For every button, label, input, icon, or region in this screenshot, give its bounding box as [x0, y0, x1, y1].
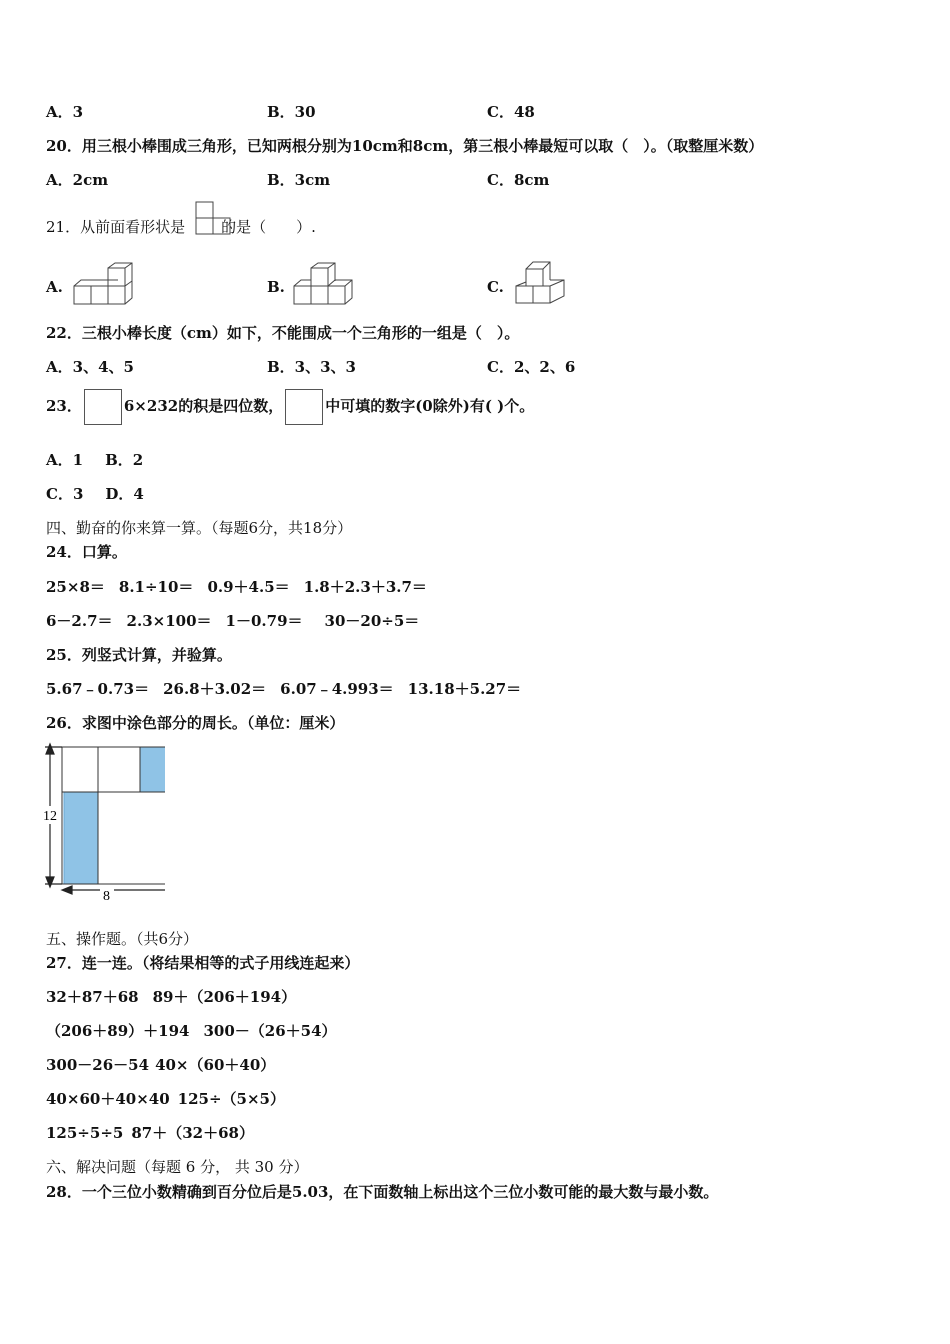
q21-suffix: 的是（ ）.	[221, 218, 316, 236]
q20-option-b: B．3cm	[267, 171, 331, 189]
q27-row	[46, 1123, 254, 1143]
q21-prefix: 21．从前面看形状是	[46, 218, 186, 236]
q27-right-expr[interactable]: 125÷（5×5）	[177, 1090, 285, 1108]
q20-option-a: A．2cm	[46, 171, 109, 189]
q21-front-view-icon	[194, 200, 234, 238]
q24-expr: 8.1÷10＝	[118, 578, 194, 596]
q20-option-c: C．8cm	[487, 171, 550, 189]
q19-option-b: B．30	[267, 103, 316, 121]
q24-expr: 30－20÷5＝	[324, 612, 420, 630]
q25-expr: 26.8＋3.02＝	[163, 680, 267, 698]
q25-title: 25．列竖式计算，并验算。	[46, 646, 232, 664]
section-6-title: 六、解决问题（每题 6 分， 共 30 分）	[46, 1158, 309, 1176]
q23-option-a: A．1	[46, 451, 84, 469]
q25-expr: 5.67﹣0.73＝	[46, 680, 150, 698]
section-5-title: 五、操作题。（共6分）	[46, 930, 199, 948]
q27-right-expr[interactable]: 89＋（206＋194）	[152, 988, 297, 1006]
q23-option-c: C．3	[46, 485, 84, 503]
q21-option-c: C.	[487, 278, 504, 296]
q23-question	[46, 386, 534, 426]
q21-option-c-cubes-icon	[512, 258, 568, 308]
q19-option-a: A．3	[46, 103, 84, 121]
q21-option-a-cubes-icon	[70, 262, 136, 308]
q22-option-b: B．3、3、3	[267, 358, 356, 376]
q24-row-1	[46, 577, 427, 597]
q27-left-expr[interactable]: （206＋89）＋194	[46, 1022, 190, 1040]
q24-expr: 25×8＝	[46, 578, 105, 596]
q23-number: 23．	[46, 397, 82, 415]
q23-option-b: B．2	[105, 451, 144, 469]
q25-expr: 13.18＋5.27＝	[407, 680, 522, 698]
q27-row	[46, 1089, 285, 1109]
q22-option-a: A．3、4、5	[46, 358, 134, 376]
q23-options-row-2	[46, 484, 144, 504]
q23-blank-box-1[interactable]	[84, 389, 122, 425]
q27-row	[46, 987, 296, 1007]
q21-option-b-cubes-icon	[290, 262, 356, 308]
q26-shaded-top-right	[140, 747, 165, 792]
q23-middle: 6×232的积是四位数，	[123, 397, 284, 415]
q25-row	[46, 679, 521, 699]
q27-left-expr[interactable]: 300－26－54	[46, 1056, 150, 1074]
q21-question	[46, 217, 316, 237]
q27-left-expr[interactable]: 40×60＋40×40	[46, 1090, 170, 1108]
q24-expr: 1.8＋2.3＋3.7＝	[303, 578, 427, 596]
q27-right-expr[interactable]: 300－（26＋54）	[203, 1022, 337, 1040]
q28-text: 28．一个三位小数精确到百分位后是5.03，在下面数轴上标出这个三位小数可能的最大数与最小数。	[46, 1183, 719, 1201]
q23-option-d: D．4	[105, 485, 144, 503]
q27-right-expr[interactable]: 40×（60＋40）	[155, 1056, 276, 1074]
q23-blank-box-2[interactable]	[285, 389, 323, 425]
q27-left-expr[interactable]: 125÷5÷5	[46, 1124, 124, 1142]
q24-expr: 1－0.79＝	[225, 612, 303, 630]
q24-expr: 2.3×100＝	[126, 612, 212, 630]
q27-right-expr[interactable]: 87＋（32＋68）	[131, 1124, 254, 1142]
q21-option-b: B.	[267, 278, 285, 296]
q19-option-c: C．48	[487, 103, 535, 121]
q26-title: 26．求图中涂色部分的周长。（单位：厘米）	[46, 714, 345, 732]
q27-title: 27．连一连。（将结果相等的式子用线连起来）	[46, 954, 360, 972]
q23-suffix: 中可填的数字(0除外)有( )个。	[325, 397, 535, 415]
q24-expr: 6－2.7＝	[46, 612, 113, 630]
q26-height-label: 12	[43, 809, 57, 824]
q26-width-label: 8	[103, 889, 110, 904]
q26-figure	[40, 740, 165, 905]
q24-expr: 0.9＋4.5＝	[207, 578, 290, 596]
q24-row-2	[46, 611, 419, 631]
q21-option-a: A.	[46, 278, 63, 296]
q27-left-expr[interactable]: 32＋87＋68	[46, 988, 139, 1006]
q20-text: 20．用三根小棒围成三角形，已知两根分别为10cm和8cm，第三根小棒最短可以取（ ）。（取整厘米数）	[46, 137, 764, 155]
q27-row	[46, 1021, 337, 1041]
q22-text: 22．三根小棒长度（cm）如下，不能围成一个三角形的一组是（ ）。	[46, 324, 520, 342]
q25-expr: 6.07﹣4.993＝	[280, 680, 394, 698]
q22-option-c: C．2、2、6	[487, 358, 576, 376]
q27-row	[46, 1055, 275, 1075]
section-4-title: 四、勤奋的你来算一算。（每题6分，共18分）	[46, 519, 353, 537]
q24-title: 24．口算。	[46, 543, 127, 561]
q26-shaded-left	[64, 792, 98, 884]
q23-options-row-1	[46, 450, 143, 470]
